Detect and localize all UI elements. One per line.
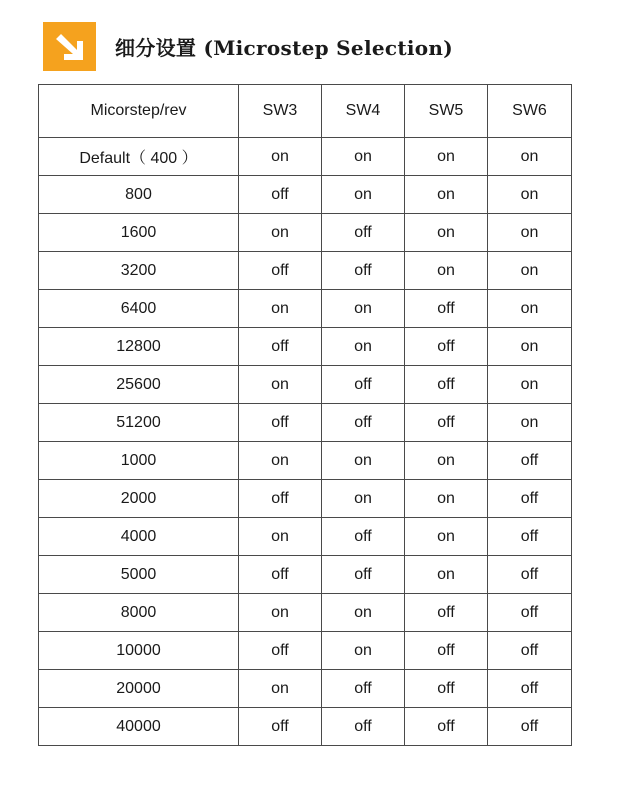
table-row [39,708,572,746]
switch-state-cell: on [322,442,405,480]
microstep-value-cell: 12800 [39,328,239,366]
microstep-value-cell: 20000 [39,670,239,708]
switch-state-cell: on [405,252,488,290]
switch-state-cell: off [322,404,405,442]
section-header [43,21,453,71]
microstep-value-cell: 51200 [39,404,239,442]
switch-state-cell: on [322,594,405,632]
table-row [39,176,572,214]
switch-state-cell: off [488,442,572,480]
switch-state-cell: off [239,708,322,746]
microstep-value-cell: 4000 [39,518,239,556]
switch-state-cell: on [239,366,322,404]
switch-state-cell: on [488,328,572,366]
table-row [39,594,572,632]
switch-state-cell: on [322,480,405,518]
switch-state-cell: off [239,176,322,214]
microstep-value-cell: 3200 [39,252,239,290]
switch-state-cell: off [405,366,488,404]
switch-state-cell: on [405,556,488,594]
column-header-switch: SW5 [405,85,488,138]
microstep-value-cell: 1000 [39,442,239,480]
microstep-value-cell: 8000 [39,594,239,632]
switch-state-cell: on [239,518,322,556]
table-row [39,328,572,366]
table-header-row [39,85,572,138]
microstep-value-cell: 5000 [39,556,239,594]
table-row [39,518,572,556]
switch-state-cell: off [405,670,488,708]
switch-state-cell: off [488,594,572,632]
table-row [39,214,572,252]
switch-state-cell: on [488,214,572,252]
switch-state-cell: on [322,176,405,214]
microstep-value-cell: 1600 [39,214,239,252]
switch-state-cell: on [239,214,322,252]
microstep-value-cell: Default（ 400 ） [39,138,239,176]
switch-state-cell: off [488,518,572,556]
table-row [39,404,572,442]
switch-state-cell: off [322,366,405,404]
switch-state-cell: off [239,404,322,442]
table-row [39,442,572,480]
table-row [39,252,572,290]
switch-state-cell: on [405,518,488,556]
microstep-value-cell: 25600 [39,366,239,404]
switch-state-cell: on [239,670,322,708]
switch-state-cell: off [488,556,572,594]
switch-state-cell: on [239,138,322,176]
switch-state-cell: on [488,290,572,328]
switch-state-cell: off [322,518,405,556]
switch-state-cell: off [405,708,488,746]
switch-state-cell: off [488,708,572,746]
switch-state-cell: on [405,138,488,176]
table-row [39,670,572,708]
switch-state-cell: on [322,632,405,670]
switch-state-cell: off [322,556,405,594]
switch-state-cell: off [322,708,405,746]
switch-state-cell: off [488,480,572,518]
microstep-value-cell: 40000 [39,708,239,746]
switch-state-cell: off [405,594,488,632]
switch-state-cell: on [239,594,322,632]
switch-state-cell: on [405,480,488,518]
switch-state-cell: off [322,214,405,252]
column-header-switch: SW4 [322,85,405,138]
column-header-switch: SW3 [239,85,322,138]
table-row [39,632,572,670]
switch-state-cell: off [405,290,488,328]
column-header-microstep: Micorstep/rev [39,85,239,138]
switch-state-cell: off [239,556,322,594]
table-row [39,556,572,594]
switch-state-cell: off [405,404,488,442]
switch-state-cell: on [405,214,488,252]
switch-state-cell: on [488,252,572,290]
arrow-down-right-icon [43,22,96,71]
switch-state-cell: on [488,176,572,214]
section-title: 细分设置 (Microstep Selection) [115,35,454,60]
microstep-table [38,84,572,746]
switch-state-cell: on [322,138,405,176]
switch-state-cell: on [488,404,572,442]
table-row [39,138,572,176]
table-row [39,290,572,328]
switch-state-cell: on [322,328,405,366]
microstep-value-cell: 800 [39,176,239,214]
switch-state-cell: on [405,176,488,214]
switch-state-cell: off [239,480,322,518]
switch-state-cell: off [405,632,488,670]
switch-state-cell: off [239,632,322,670]
switch-state-cell: off [239,252,322,290]
microstep-value-cell: 2000 [39,480,239,518]
switch-state-cell: on [239,442,322,480]
switch-state-cell: off [322,670,405,708]
switch-state-cell: off [239,328,322,366]
switch-state-cell: off [405,328,488,366]
microstep-value-cell: 6400 [39,290,239,328]
switch-state-cell: off [488,632,572,670]
table-row [39,366,572,404]
switch-state-cell: on [322,290,405,328]
column-header-switch: SW6 [488,85,572,138]
microstep-value-cell: 10000 [39,632,239,670]
switch-state-cell: on [405,442,488,480]
switch-state-cell: on [488,366,572,404]
switch-state-cell: on [488,138,572,176]
switch-state-cell: off [322,252,405,290]
switch-state-cell: on [239,290,322,328]
switch-state-cell: off [488,670,572,708]
table-row [39,480,572,518]
